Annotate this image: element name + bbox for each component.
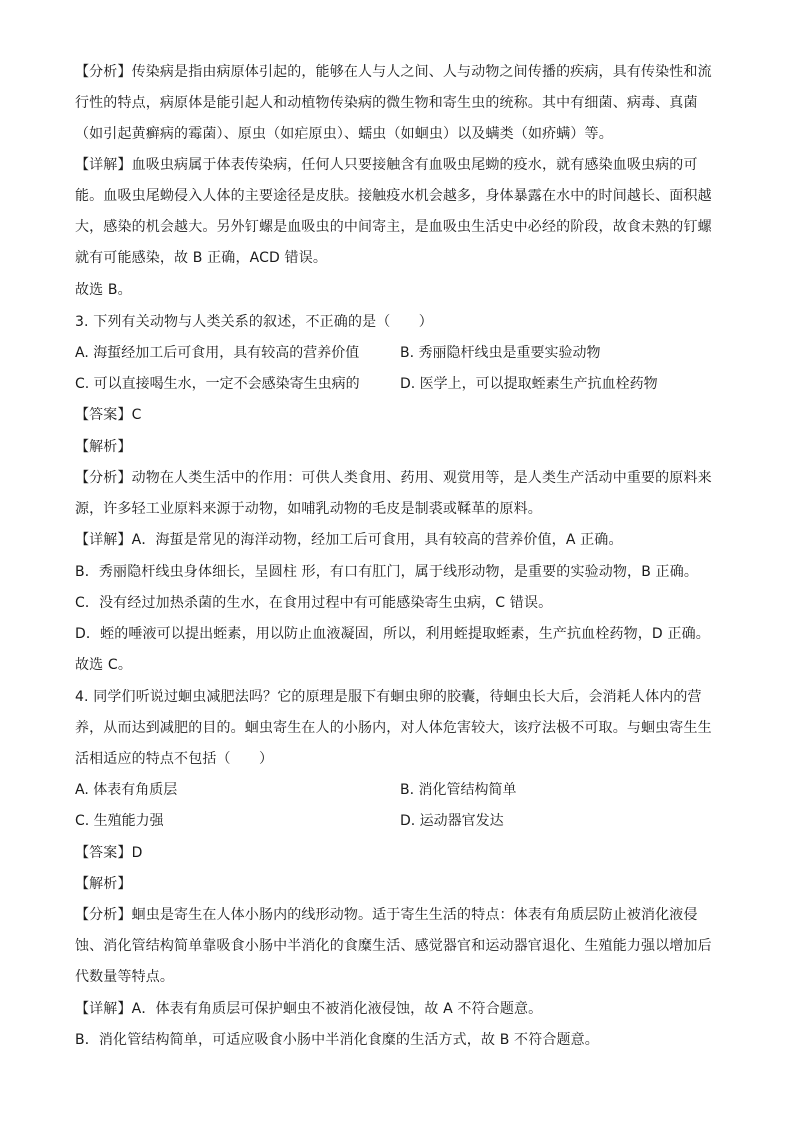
q4-option-d: D. 运动器官发达	[400, 813, 504, 829]
q2-xiangjie-line-2: 能。血吸虫尾蚴侵入人体的主要途径是皮肤。接触疫水机会越多，身体暴露在水中的时间越长、面积越	[75, 188, 712, 204]
q3-fenxi-line-2: 源，许多轻工业原料来源于动物，如哺乳动物的毛皮是制裘或鞣革的原料。	[75, 501, 542, 517]
q2-fenxi-line-3: （如引起黄癣病的霉菌）、原虫（如疟原虫）、蠕虫（如蛔虫）以及螨类（如疥螨）等。	[75, 126, 613, 142]
q3-fenxi-line-1: 【分析】动物在人类生活中的作用：可供人类食用、药用、观赏用等，是人类生产活动中重要的原料来	[75, 470, 712, 486]
q3-option-b: B. 秀丽隐杆线虫是重要实验动物	[400, 345, 601, 361]
q3-stem: 3. 下列有关动物与人类关系的叙述，不正确的是（ ）	[75, 314, 433, 330]
q2-fenxi-line-2: 行性的特点，病原体是能引起人和动植物传染病的微生物和寄生虫的统称。其中有细菌、病毒、真菌	[75, 95, 698, 111]
q3-xiangjie-line-2: B．秀丽隐杆线虫身体细长，呈圆柱 形，有口有肛门，属于线形动物，是重要的实验动物，B 正确。	[75, 564, 699, 580]
q3-conclusion: 故选 C。	[75, 657, 132, 673]
q4-fenxi-line-1: 【分析】蛔虫是寄生在人体小肠内的线形动物。适于寄生生活的特点：体表有角质层防止被消化液侵	[75, 907, 698, 923]
q4-xiangjie-line-1: 【详解】A．体表有角质层可保护蛔虫不被消化液侵蚀，故 A 不符合题意。	[75, 1001, 543, 1017]
q2-xiangjie-line-1: 【详解】血吸虫病属于体表传染病，任何人只要接触含有血吸虫尾蚴的疫水，就有感染血吸虫病的可	[75, 157, 698, 173]
q4-stem-line-2: 养，从而达到减肥的目的。蛔虫寄生在人的小肠内，对人体危害较大，该疗法极不可取。与蛔虫寄生生	[75, 720, 712, 736]
q4-stem-line-1: 4. 同学们听说过蛔虫减肥法吗？它的原理是服下有蛔虫卵的胶囊，待蛔虫长大后，会消耗人体内的营	[75, 689, 702, 705]
q4-option-a: A. 体表有角质层	[75, 782, 178, 798]
q2-fenxi-line-1: 【分析】传染病是指由病原体引起的，能够在人与人之间、人与动物之间传播的疾病，具有传染性和流	[75, 64, 712, 80]
q3-option-d: D. 医学上，可以提取蛭素生产抗血栓药物	[400, 376, 658, 392]
q2-xiangjie-line-3: 大，感染的机会越大。另外钉螺是血吸虫的中间寄主，是血吸虫生活史中必经的阶段，故食未熟的钉螺	[75, 219, 712, 235]
q4-fenxi-line-2: 蚀、消化管结构简单靠吸食小肠中半消化的食糜生活、感觉器官和运动器官退化、生殖能力强以增加后	[75, 938, 712, 954]
q4-jiexi-heading: 【解析】	[75, 876, 132, 892]
q3-jiexi-heading: 【解析】	[75, 439, 132, 455]
q4-stem-line-3: 活相适应的特点不包括（ ）	[75, 751, 274, 767]
q4-answer: 【答案】D	[75, 845, 143, 861]
q2-conclusion: 故选 B。	[75, 282, 132, 298]
q3-xiangjie-line-4: D．蛭的唾液可以提出蛭素，用以防止血液凝固，所以，利用蛭提取蛭素，生产抗血栓药物，D 正确。	[75, 626, 710, 642]
q2-xiangjie-line-4: 就有可能感染，故 B 正确，ACD 错误。	[75, 250, 327, 266]
q4-fenxi-line-3: 代数量等特点。	[75, 969, 175, 985]
q4-option-b: B. 消化管结构简单	[400, 782, 517, 798]
q3-answer: 【答案】C	[75, 407, 142, 423]
q3-option-c: C. 可以直接喝生水，一定不会感染寄生虫病的	[75, 376, 360, 392]
q3-xiangjie-line-3: C．没有经过加热杀菌的生水，在食用过程中有可能感染寄生虫病，C 错误。	[75, 595, 553, 611]
q3-option-a: A. 海蜇经加工后可食用，具有较高的营养价值	[75, 345, 360, 361]
q4-xiangjie-line-2: B．消化管结构简单，可适应吸食小肠中半消化食糜的生活方式，故 B 不符合题意。	[75, 1032, 599, 1048]
q4-option-c: C. 生殖能力强	[75, 813, 164, 829]
q3-xiangjie-line-1: 【详解】A．海蜇是常见的海洋动物，经加工后可食用，具有较高的营养价值，A 正确。	[75, 532, 623, 548]
